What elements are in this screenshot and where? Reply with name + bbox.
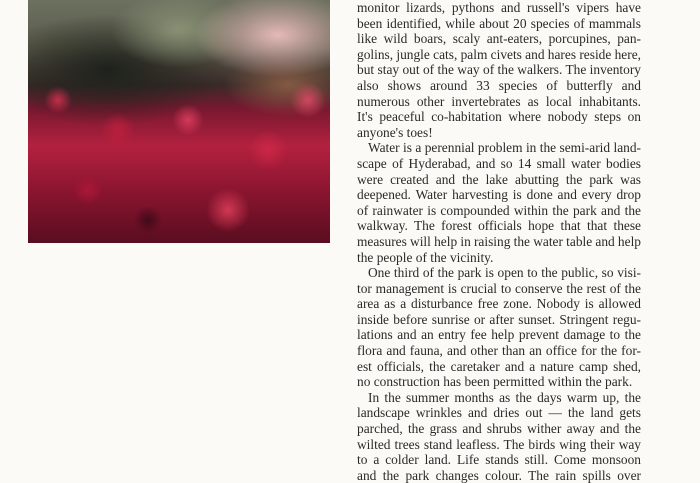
text-line [357, 234, 641, 250]
photo-red-leaves-and-rocks [28, 0, 330, 243]
text-line [357, 172, 641, 188]
text-line [357, 343, 641, 359]
text-line [357, 312, 641, 328]
text-line [357, 31, 641, 47]
text-line-content: wilted trees stand leafless. The birds wing their way [357, 436, 641, 452]
text-line [357, 390, 641, 406]
text-line [357, 468, 641, 483]
text-line-content: Water is a perennial problem in the semi-arid land- [368, 140, 641, 156]
text-line [357, 405, 641, 421]
text-line-content: One third of the park is open to the public, so visi- [368, 265, 641, 281]
text-line-content: walkway. The forest officials hope that that these [357, 218, 641, 234]
text-line [357, 296, 641, 312]
text-line-content: est officials, the caretaker and a nature camp shed, [357, 358, 641, 374]
text-line [357, 109, 641, 125]
text-line [357, 250, 641, 266]
article-paragraph [357, 140, 641, 265]
text-line-content: monitor lizards, pythons and russell's vipers have [357, 0, 641, 15]
article-paragraph [357, 390, 641, 483]
text-line [357, 156, 641, 172]
photo-leaves-layer [28, 60, 330, 243]
text-line-content: deepened. Water harvesting is done and every drop [357, 187, 641, 203]
text-line [357, 437, 641, 453]
text-line [357, 47, 641, 63]
text-line [357, 218, 641, 234]
text-line [357, 140, 641, 156]
text-line [357, 421, 641, 437]
text-line-content: scape of Hyderabad, and so 14 small water bodies [357, 155, 641, 171]
text-line [357, 203, 641, 219]
text-line [357, 0, 641, 16]
text-line-content: inside before sunrise or after sunset. Stringent regu- [357, 311, 641, 327]
text-line-content: flora and fauna, and other than an office for the for- [357, 343, 641, 359]
text-line [357, 374, 641, 390]
text-line-content: parched, the grass and shrubs wither away and the [357, 421, 641, 437]
text-line-content: but stay out of the way of the walkers. The inventory [357, 62, 641, 78]
text-line [357, 327, 641, 343]
text-line [357, 359, 641, 375]
text-line-content: numerous other invertebrates as local inhabitants. [357, 93, 641, 109]
text-line-content: like wild boars, scaly ant-eaters, porcupines, pan- [357, 31, 641, 47]
text-line [357, 281, 641, 297]
text-line-content: area as a disturbance free zone. Nobody is allowed [357, 296, 641, 312]
text-line-content: tor management is crucial to conserve the rest of the [357, 280, 641, 296]
text-line-content: the people of the vicinity. [357, 249, 494, 265]
text-line-content: been identified, while about 20 species of mammals [357, 15, 641, 31]
text-line [357, 94, 641, 110]
text-line-content: lations and an entry fee help prevent damage to the [357, 327, 641, 343]
text-line-content: landscape wrinkles and dries out — the land gets [357, 405, 641, 421]
text-line [357, 452, 641, 468]
text-line-content: anyone's toes! [357, 124, 433, 140]
text-line-content: In the summer months as the days warm up, the [368, 389, 641, 405]
text-line [357, 16, 641, 32]
text-line [357, 125, 641, 141]
article-paragraph [357, 0, 641, 140]
text-line-content: golins, jungle cats, palm civets and hares reside here, [357, 46, 641, 62]
text-line-content: It's peaceful co-habitation where nobody steps on [357, 109, 641, 125]
text-line-content: and the park changes colour. The rain spills over [357, 467, 641, 483]
text-line-content: no construction has been permitted within the park. [357, 374, 633, 390]
text-line-content: were created and the lake abutting the park was [357, 171, 641, 187]
text-line-content: of rainwater is compounded within the park and the [357, 202, 641, 218]
article-text-column [357, 0, 641, 483]
text-line [357, 62, 641, 78]
text-line [357, 187, 641, 203]
text-line-content: also shows around 33 species of butterfly and [357, 77, 641, 93]
text-line-content: to a colder land. Life stands still. Come monsoon [357, 452, 641, 468]
text-line-content: measures will help in raising the water table and help [357, 233, 641, 249]
article-paragraph [357, 265, 641, 390]
text-line [357, 265, 641, 281]
text-line [357, 78, 641, 94]
